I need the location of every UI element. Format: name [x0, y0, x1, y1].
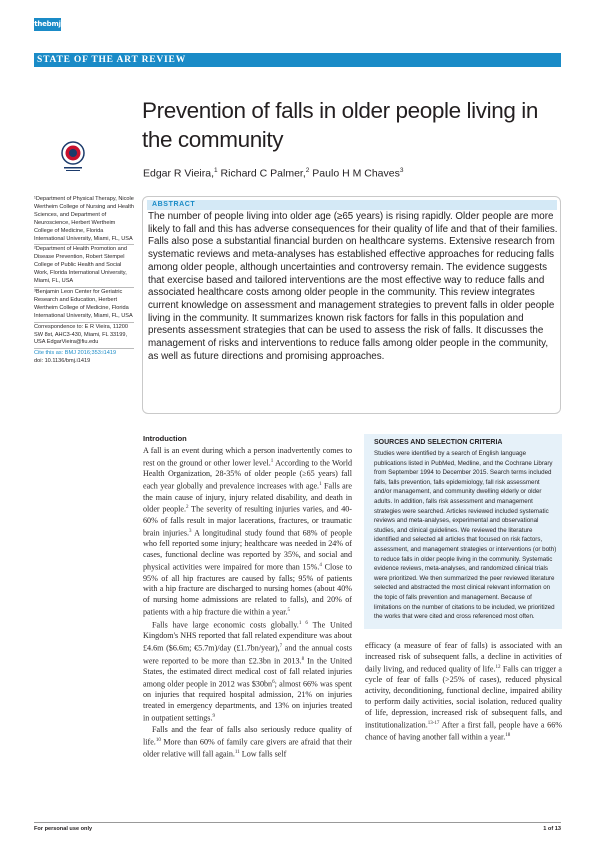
citation-reference[interactable]: 8	[301, 656, 305, 662]
affiliation: ¹Department of Physical Therapy, Nicole Wertheim College of Nursing and Health Sciences, and Department of Neuroscience, Herbert Wertheim College of Medicine, Florida International University, Miami, FL, USA	[34, 196, 134, 245]
body-paragraph	[365, 641, 562, 744]
intro-paragraphs	[143, 446, 352, 761]
body-paragraph	[143, 725, 352, 761]
body-text: and the annual costs were reported to be more than £2.3bn in 2013.	[143, 643, 352, 666]
citation-reference[interactable]: 9	[212, 714, 215, 720]
citation-reference[interactable]: 12	[495, 664, 501, 670]
author-affiliation-mark: 3	[399, 167, 404, 174]
citation-reference[interactable]: 6	[272, 679, 275, 685]
abstract-box	[142, 196, 561, 414]
citation-reference[interactable]: 1	[270, 458, 274, 464]
citation-reference[interactable]: 5	[287, 608, 291, 614]
author-name: Edgar R Vieira,	[143, 167, 215, 180]
author-name: Richard C Palmer,	[217, 167, 306, 180]
correspondence: Correspondence to: E R Vieira, 11200 SW 8st, AHC3-430, Miami, FL 33199, USA EdgarVieira@fiu.edu	[34, 324, 134, 350]
bmj-logo: thebmj	[34, 18, 61, 31]
citation-reference[interactable]: 11	[234, 750, 240, 756]
cite-reference[interactable]: BMJ 2016;353:i1419	[64, 350, 117, 357]
sources-text: Studies were identified by a search of English language publications listed in PubMed, Medline, and the Cochrane Library from September 1994 to December 2015. Search terms included falls, falls prevention, falls epidemiology, fall risk assessment and/or management, and community dwelling elderly or older adults. In addition, falls risk assessment and management strategies were searched. Articles reviewed included systematic reviews and meta-analyses, experimental and observational studies, and clinical guidelines. We reviewed the literature identified and selected all articles that focused on risk factors, assessment, and management strategies or interventions (or both) to reduce falls in older people living in the community. Systematic evidence reviews, meta-analyses, and randomized clinical trials were prioritized. We then summarized the peer reviewed literature selected and abstracted the most clinical relevant information on the topic of falls prevention and management. Because of limitations on the number of citations to be included, we prioritized the works that were cited and cross referenced most often.	[374, 450, 557, 621]
author-list	[143, 167, 403, 180]
cite-label: Cite this as:	[34, 350, 64, 357]
body-text: More than 60% of family care givers are afraid that their older relative will fall again.	[143, 737, 352, 759]
affiliation: ²Department of Health Promotion and Disease Prevention, Robert Stempel College of Public Health and Social Work, Florida International University, Miami, FL, USA	[34, 246, 134, 288]
body-text: Falls are the main cause of injury, injury related disability, and death in older people.	[143, 481, 353, 515]
citation-reference[interactable]: 10	[155, 737, 161, 743]
abstract-heading: ABSTRACT	[147, 200, 557, 210]
section-banner: STATE OF THE ART REVIEW	[34, 53, 561, 67]
footer-divider	[34, 822, 561, 823]
citation-reference[interactable]: 4	[319, 563, 322, 569]
abstract-text: The number of people living into older age (≥65 years) is rising rapidly. Older people are more likely to fall and this has adverse consequences for their quality of life and that of their families. Falls also pose a substantial financial burden on healthcare systems. Extensive research from systematic reviews and meta-analyses has established effective approaches for reducing falls among older people, although uncertainties and controversy remain. The evidence suggests that exercise based and tailored interventions are the most effective way to reduce falls and associated healthcare costs among older people in the community. This review integrates current knowledge on assessment and management strategies to prevent falls in older people living in the community. It summarizes known risk factors for falls in this population and presents assessment strategies that can be used to assess the risk of falls. It discusses the management of risks and interventions to reduce falls among older people in the community, as well as future directions and promising approaches.	[148, 211, 558, 362]
body-text: The severity of resulting injuries varies, and 40-60% of falls result in major lacerations, fractures, or traumatic brain injuries.	[143, 505, 352, 538]
body-text: Falls have large economic costs globally.	[152, 620, 299, 630]
citation-reference[interactable]: 18	[505, 733, 511, 739]
sources-box	[364, 434, 562, 629]
university-seal-icon	[60, 141, 86, 173]
body-text: Falls and the fear of falls also seriously reduce quality of life.	[143, 724, 352, 747]
body-paragraph	[143, 619, 352, 725]
body-text: ; almost 66% was spent on injuries that required hospital admission, 21% on injuries treated in emergency departments, and 13% on injuries treated in outpatient settings.	[143, 679, 352, 723]
body-text: According to the World Health Organization, 28-35% of older people (≥65 years) fall each year globally and prevalence increases with age.	[143, 458, 352, 491]
affiliations-sidebar	[34, 196, 134, 366]
affiliation: ³Benjamin Leon Center for Geriatric Research and Education, Herbert Wertheim College of Medicine, Florida International University, Miami, FL, USA	[34, 289, 134, 323]
author-name: Paulo H M Chaves	[309, 167, 400, 180]
continuation-column	[365, 641, 562, 744]
intro-column	[143, 434, 352, 761]
page-number: 1 of 13	[543, 826, 561, 832]
body-text: A fall is an event during which a person inadvertently comes to rest on the ground or other lower level.	[143, 445, 352, 468]
body-text: A longitudinal study found that 68% of people who fell reported some injury; healthcare was needed in 24% of cases, functional decline was reported by 35%, and social and physical activities were impaired for more than 15%.	[143, 528, 352, 572]
author-affiliation-mark: 2	[305, 167, 310, 174]
citation-reference[interactable]: 1	[319, 482, 322, 488]
body-text: Falls can trigger a cycle of fear of falls (>25% of cases), reduced physical activity, deconditioning, functional decline, impaired ability to perform daily activities, social isolation, reduced quality of life, depression, increased risk of subsequent falls, and institutionalization.	[365, 664, 562, 730]
body-text: In the United States, the estimated direct medical cost of fall related injuries among older people in 2012 was $30bn	[143, 656, 352, 689]
citation-reference[interactable]: 13-17	[427, 720, 440, 726]
citation-line	[34, 350, 134, 358]
section-heading: Introduction	[143, 434, 187, 443]
footer-use-notice: For personal use only	[34, 826, 93, 832]
body-text: The United Kingdom's NHS reported that fall related expenditure was about £4.6m ($6.6m; €5.7m)/day (£1.7bn/year),	[143, 620, 353, 653]
author-affiliation-mark: 1	[214, 167, 218, 174]
body-text: efficacy (a measure of fear of falls) is associated with an increased risk of subsequent falls, a decline in activities of daily living, and reduced quality of life.	[365, 641, 562, 674]
citation-reference[interactable]: 7	[279, 644, 283, 649]
citation-reference[interactable]: 3	[189, 528, 192, 534]
citation-reference[interactable]: 1 6	[298, 620, 308, 626]
article-title: Prevention of falls in older people living in the community	[142, 98, 538, 152]
doi[interactable]: doi: 10.1136/bmj.i1419	[34, 358, 91, 365]
body-text: Close to 95% of all hip fractures are caused by falls; 95% of patients with a hip fracture are discharged to nursing homes (about 40% of nursing home admissions are related to falls), and 20% of patients with a hip fracture die within a year.	[143, 562, 352, 617]
body-paragraph	[143, 446, 352, 619]
citation-reference[interactable]: 2	[186, 505, 189, 511]
sources-heading: SOURCES AND SELECTION CRITERIA	[374, 439, 503, 446]
body-text: Low falls self	[239, 749, 287, 759]
body-text: After a first fall, people have a 66% chance of having another fall within a year.	[365, 720, 562, 742]
